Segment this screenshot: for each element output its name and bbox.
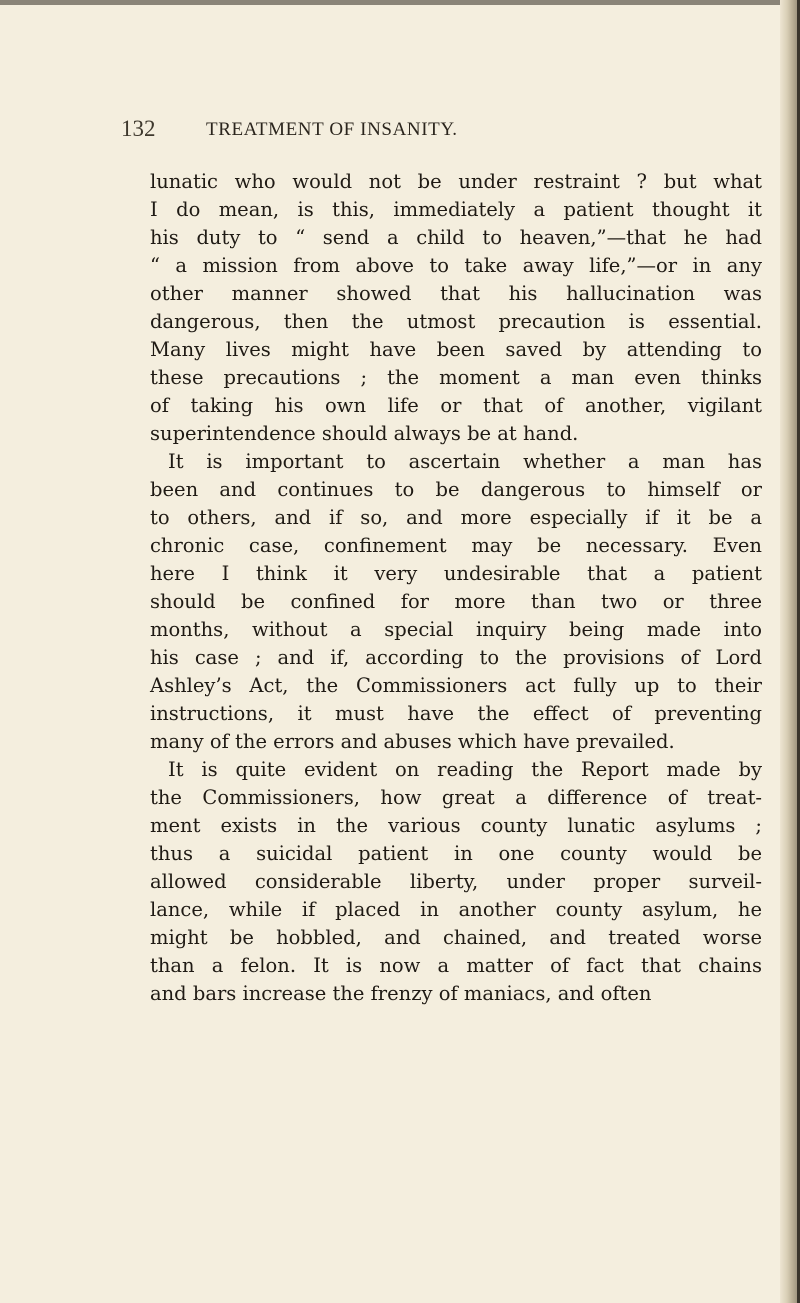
text-line: chronic case, confinement may be necessary. Even: [150, 534, 762, 557]
text-line: here I think it very undesirable that a patient: [150, 562, 762, 585]
text-line: dangerous, then the utmost precaution is essential.: [150, 310, 762, 333]
text-line: It is quite evident on reading the Report made by: [168, 758, 762, 781]
body-text: [150, 168, 762, 1008]
text-line: thus a suicidal patient in one county would be: [150, 842, 762, 865]
text-line: allowed considerable liberty, under proper surveil-: [150, 870, 762, 893]
text-line: of taking his own life or that of another, vigilant: [150, 394, 762, 417]
text-line: to others, and if so, and more especially if it be a: [150, 506, 762, 529]
text-line: other manner showed that his hallucination was: [150, 282, 762, 305]
text-line: I do mean, is this, immediately a patient thought it: [150, 198, 762, 221]
text-line: “ a mission from above to take away life,”—or in any: [150, 254, 762, 277]
text-line: months, without a special inquiry being made into: [150, 618, 762, 641]
text-line: than a felon. It is now a matter of fact that chains: [150, 954, 762, 977]
text-line: might be hobbled, and chained, and treated worse: [150, 926, 762, 949]
text-line: instructions, it must have the effect of preventing: [150, 702, 762, 725]
text-line: Ashley’s Act, the Commissioners act fully up to their: [150, 674, 762, 697]
running-head: [0, 116, 800, 146]
text-line: should be confined for more than two or three: [150, 590, 762, 613]
text-line: lance, while if placed in another county asylum, he: [150, 898, 762, 921]
text-line: been and continues to be dangerous to himself or: [150, 478, 762, 501]
page-top-edge: [0, 0, 800, 5]
page-number: 132: [121, 116, 156, 141]
text-line: superintendence should always be at hand.: [150, 422, 579, 445]
text-line: and bars increase the frenzy of maniacs, and often: [150, 982, 652, 1005]
text-line: the Commissioners, how great a difference of treat-: [150, 786, 762, 809]
text-line: Many lives might have been saved by attending to: [150, 338, 762, 361]
text-line: his duty to “ send a child to heaven,”—that he had: [150, 226, 762, 249]
text-line: his case ; and if, according to the provisions of Lord: [150, 646, 762, 669]
page-right-edge: [780, 0, 800, 1303]
text-line: these precautions ; the moment a man even thinks: [150, 366, 762, 389]
text-line: It is important to ascertain whether a man has: [168, 450, 762, 473]
running-title: TREATMENT OF INSANITY.: [206, 119, 458, 140]
text-line: ment exists in the various county lunatic asylums ;: [150, 814, 762, 837]
text-line: lunatic who would not be under restraint ? but what: [150, 170, 762, 193]
text-line: many of the errors and abuses which have prevailed.: [150, 730, 675, 753]
